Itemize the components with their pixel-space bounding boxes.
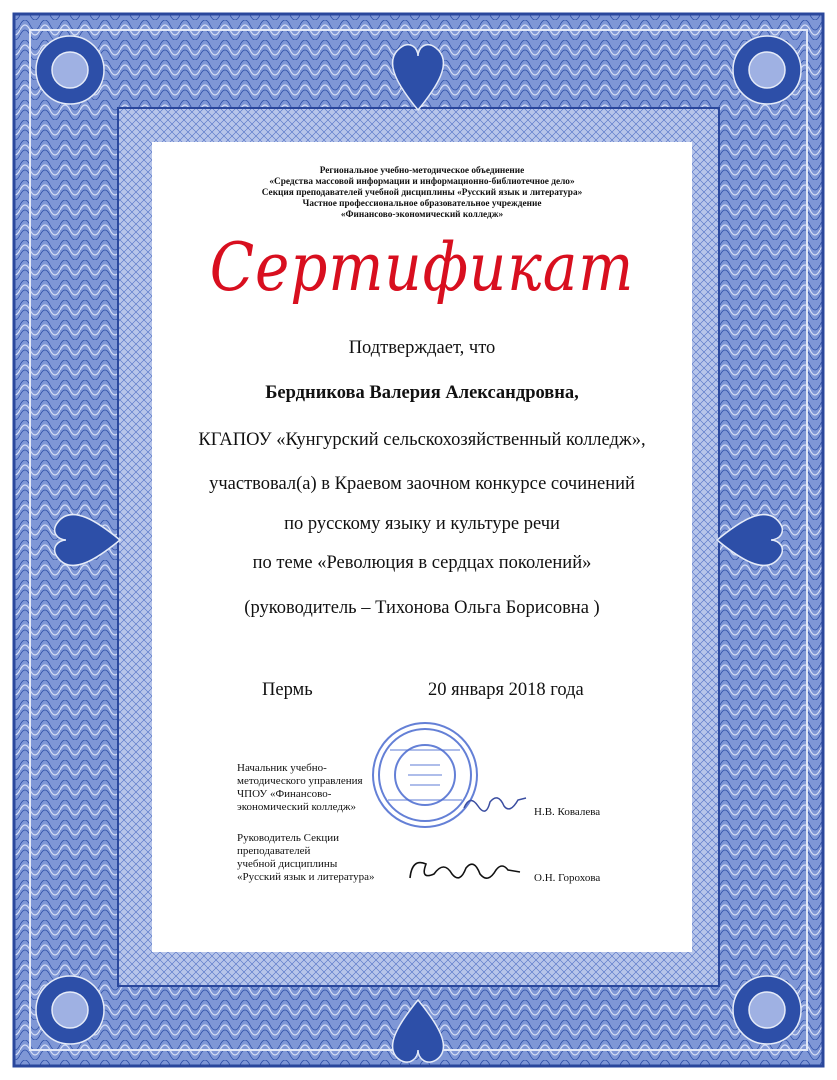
confirms-text: Подтверждает, что bbox=[348, 338, 496, 358]
signature-title-line: Руководитель Секции bbox=[237, 832, 339, 844]
signature-title-line: «Русский язык и литература» bbox=[237, 871, 375, 883]
handwritten-signature bbox=[404, 850, 524, 890]
institution-text: КГАПОУ «Кунгурский сельскохозяйственный колледж», bbox=[198, 430, 646, 450]
signature-block-first bbox=[237, 762, 363, 814]
header-line: «Финансово-экономический колледж» bbox=[340, 210, 504, 220]
signature-title-line: методического управления bbox=[237, 775, 363, 787]
date-text: 20 января 2018 года bbox=[428, 680, 584, 700]
header-line: Частное профессиональное образовательное учреждение bbox=[302, 199, 542, 209]
signature-title-line: ЧПОУ «Финансово- bbox=[237, 788, 332, 800]
signature-title-line: преподавателей bbox=[237, 845, 311, 857]
signature-title-line: учебной дисциплины bbox=[237, 858, 338, 870]
organization-header bbox=[152, 166, 692, 221]
certificate-title: Сертификат bbox=[209, 229, 635, 306]
subject-text: по русскому языку и культуре речи bbox=[284, 514, 560, 534]
header-line: «Средства массовой информации и информационно-библиотечное дело» bbox=[269, 177, 575, 187]
signature-title-line: Начальник учебно- bbox=[237, 762, 327, 774]
signature-block-second bbox=[237, 832, 374, 884]
signatory-name-second: О.Н. Горохова bbox=[534, 872, 601, 884]
handwritten-signature bbox=[460, 788, 530, 818]
signature-title-line: экономический колледж» bbox=[237, 801, 357, 813]
topic-text: по теме «Революция в сердцах поколений» bbox=[252, 553, 592, 573]
header-line: Региональное учебно-методическое объединение bbox=[319, 166, 525, 176]
signatory-name-first: Н.В. Ковалева bbox=[534, 806, 601, 818]
participation-text: участвовал(а) в Краевом заочном конкурсе сочинений bbox=[209, 474, 635, 494]
supervisor-text: (руководитель – Тихонова Ольга Борисовна ) bbox=[244, 598, 600, 618]
header-line: Секция преподавателей учебной дисциплины «Русский язык и литература» bbox=[261, 188, 583, 198]
place-text: Пермь bbox=[262, 680, 313, 700]
recipient-name: Бердникова Валерия Александровна, bbox=[265, 383, 579, 403]
